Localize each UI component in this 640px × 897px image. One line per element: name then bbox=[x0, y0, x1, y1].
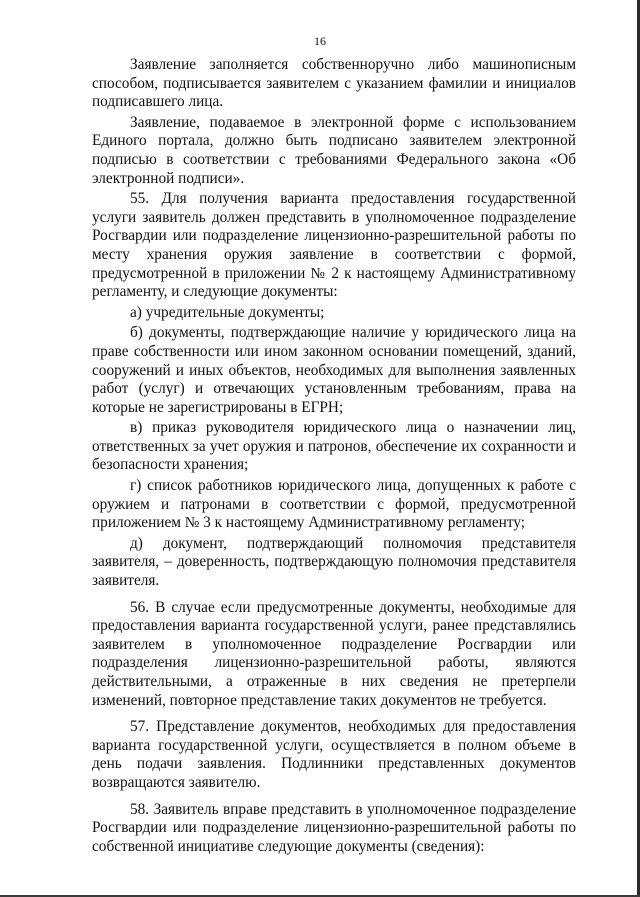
paragraph-58: 58. Заявитель вправе представить в уполномоченное подразделение Росгвардии или подразделение лицензионно-разрешительной работы по собственной инициативе следующие документы (сведения): bbox=[92, 800, 576, 855]
list-item-d: д) документ, подтверждающий полномочия представителя заявителя, – доверенность, подтверждающую полномочия представителя заявителя. bbox=[92, 534, 576, 590]
paragraph-application-filling: Заявление заполняется собственноручно либо машинописным способом, подписывается заявителем с указанием фамилии и инициалов подписавшего лица. bbox=[92, 56, 576, 111]
list-item-g: г) список работников юридического лица, допущенных к работе с оружием и патронами в соответствии с формой, предусмотренной приложением № 3 к настоящему Административному регламенту; bbox=[92, 477, 576, 532]
document-body bbox=[92, 56, 576, 858]
paragraph-56: 56. В случае если предусмотренные документы, необходимые для предоставления варианта государственной услуги, ранее представлялись заявителем в уполномоченное подразделение Росгвардии или подразделения лицензионно-разрешительной работы, являются действительными, а отраженные в них сведения не претерпели изменений, повторное представление таких документов не требуется. bbox=[92, 598, 576, 709]
paragraph-57: 57. Представление документов, необходимых для предоставления варианта государственной услуги, осуществляется в полном объеме в день подачи заявления. Подлинники представленных документов возвращаются заявителю. bbox=[92, 718, 576, 791]
paragraph-55: 55. Для получения варианта предоставления государственной услуги заявитель должен представить в уполномоченное подразделение Росгвардии или подразделение лицензионно-разрешительной работы по месту хранения оружия заявление в соответствии с формой, предусмотренной в приложении № 2 к настоящему Административному регламенту, и следующие документы: bbox=[92, 190, 576, 301]
paragraph-electronic-application: Заявление, подаваемое в электронной форме с использованием Единого портала, должно быть подписано заявителем электронной подписью в соответствии с требованиями Федерального закона «Об электронной подписи». bbox=[92, 113, 576, 187]
list-item-v: в) приказ руководителя юридического лица о назначении лиц, ответственных за учет оружия и патронов, обеспечение их сохранности и безопасности хранения; bbox=[92, 419, 576, 474]
list-item-a: а) учредительные документы; bbox=[130, 303, 325, 321]
list-item-b: б) документы, подтверждающие наличие у юридического лица на праве собственности или ином законном основании помещений, зданий, сооружений и иных объектов, необходимых для выполнения заявленных работ (услуг) и отвечающих установленным требованиям, права на которые не зарегистрированы в ЕГРН; bbox=[92, 324, 576, 416]
page-number: 16 bbox=[314, 34, 326, 48]
